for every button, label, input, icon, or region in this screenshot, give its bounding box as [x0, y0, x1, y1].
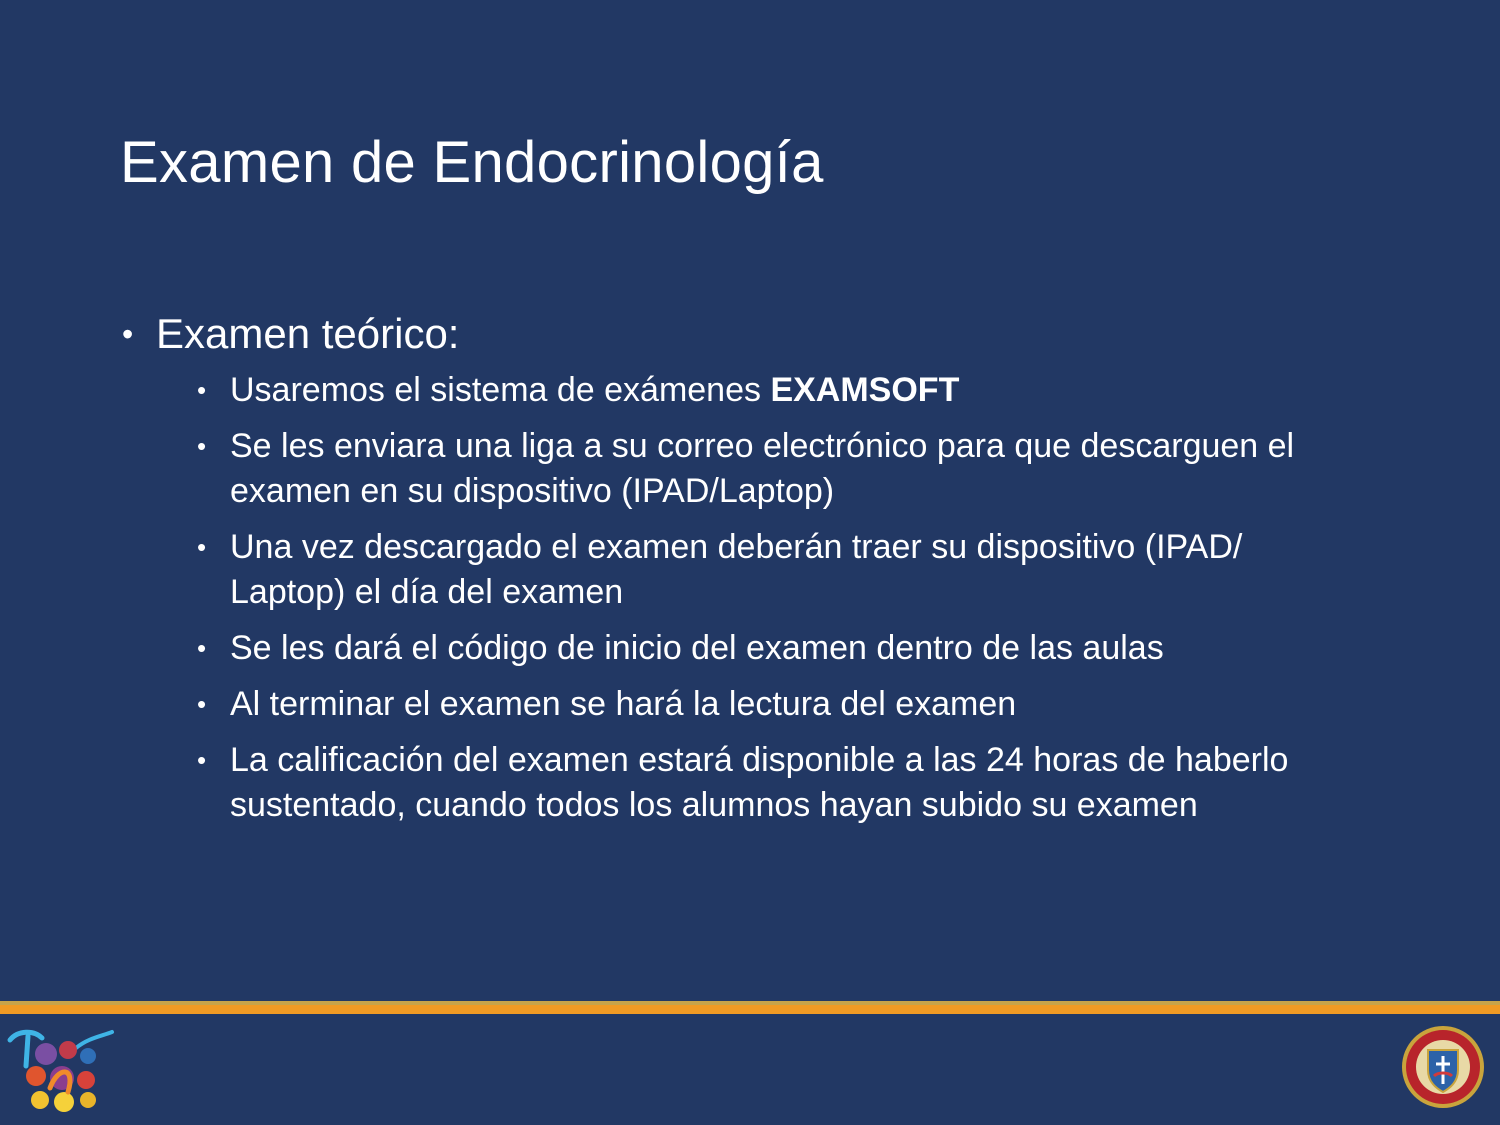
sub-bullet — [194, 682, 1354, 727]
sub-bullet-text: Se les dará el código de inicio del examen dentro de las aulas — [230, 629, 1164, 667]
sub-bullet — [194, 626, 1354, 671]
bullet-icon: • — [197, 633, 207, 663]
sub-bullet-text: Una vez descargado el examen deberán traer su dispositivo (IPAD/ Laptop) el día del examen — [230, 528, 1243, 611]
sub-bullet — [194, 368, 1354, 413]
slide-content — [120, 308, 1380, 839]
bullet-icon: • — [197, 532, 207, 562]
main-bullet-text: Examen teórico: — [156, 310, 460, 357]
sub-bullet — [194, 738, 1354, 828]
sub-bullet-text: Se les enviara una liga a su correo electrónico para que descarguen el examen en su dispositivo (IPAD/Laptop) — [230, 427, 1295, 510]
main-bullet — [120, 308, 1380, 360]
sub-bullet-list — [194, 368, 1354, 828]
sub-bullet-text: Usaremos el sistema de exámenes — [230, 371, 771, 409]
bullet-icon: • — [197, 431, 207, 461]
sub-bullet — [194, 525, 1354, 615]
bullet-icon: • — [197, 375, 207, 405]
university-seal-icon — [1400, 1024, 1486, 1110]
slide-title: Examen de Endocrinología — [120, 130, 824, 195]
bullet-icon: • — [197, 689, 207, 719]
bullet-icon: • — [122, 316, 134, 352]
sub-bullet — [194, 424, 1354, 514]
sub-bullet-text: Al terminar el examen se hará la lectura del examen — [230, 685, 1017, 723]
bullet-icon: • — [197, 745, 207, 775]
footer-orange-line — [0, 1005, 1500, 1014]
sub-bullet-text: La calificación del examen estará disponible a las 24 horas de haberlo sustentado, cuando todos los alumnos hayan subido su examen — [230, 741, 1289, 824]
faculty-logo-icon — [6, 1026, 116, 1112]
sub-bullet-bold-text: EXAMSOFT — [770, 371, 960, 409]
